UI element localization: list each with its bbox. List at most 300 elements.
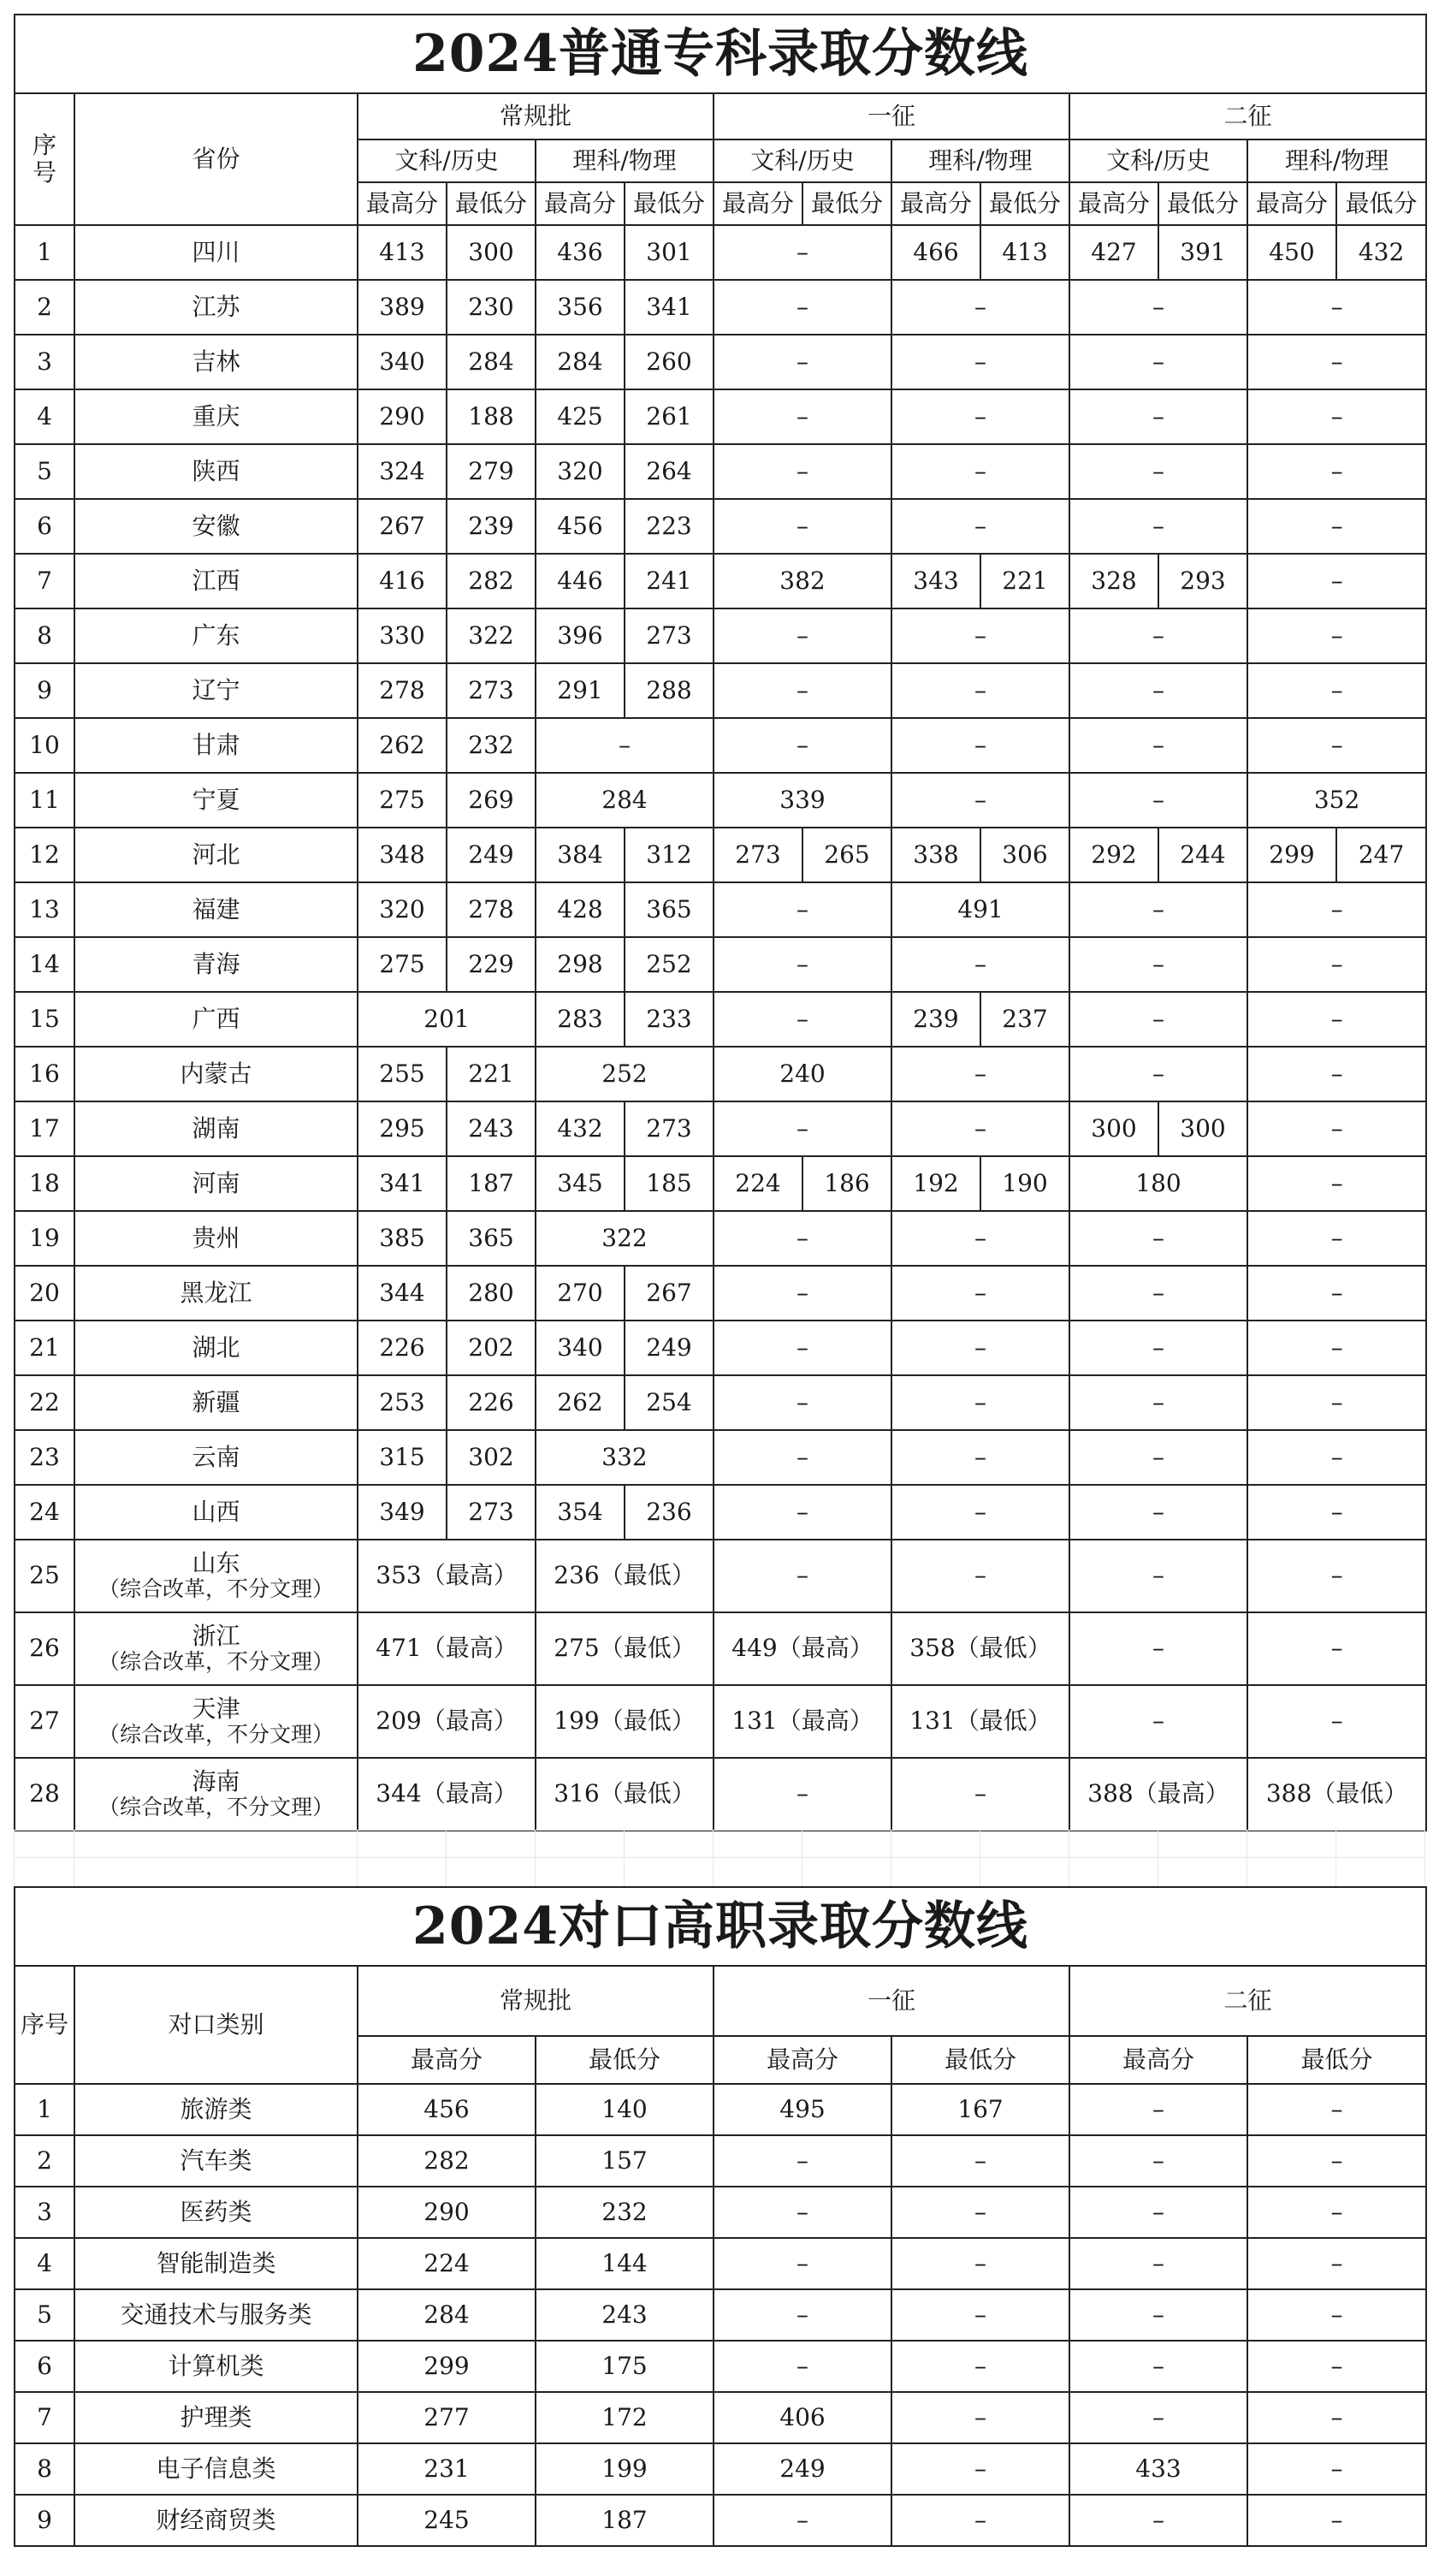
province-name — [74, 1375, 358, 1430]
score-cell: 427 — [1069, 225, 1158, 280]
table-body — [15, 225, 1426, 1831]
score-cell: – — [891, 2392, 1069, 2443]
category-name: 电子信息类 — [74, 2443, 358, 2495]
score-cell: – — [714, 1758, 891, 1831]
score-cell: – — [1247, 2238, 1426, 2289]
score-cell: – — [1247, 992, 1426, 1047]
score-cell: – — [714, 2495, 891, 2546]
row-number: 1 — [15, 225, 74, 280]
score-cell: 300 — [447, 225, 536, 280]
province-label: 海南 — [192, 1767, 240, 1796]
table-body — [15, 2084, 1426, 2546]
province-name — [74, 444, 358, 499]
score-cell: 277 — [358, 2392, 536, 2443]
province-label: 内蒙古 — [180, 1059, 252, 1088]
score-cell: – — [714, 280, 891, 335]
province-label: 江西 — [192, 566, 240, 595]
score-cell: – — [1069, 1685, 1247, 1758]
score-cell: – — [1247, 1685, 1426, 1758]
grid-line — [624, 1830, 625, 1886]
score-cell: – — [1247, 554, 1426, 608]
grid-line — [1424, 1830, 1425, 1886]
province-name — [74, 1540, 358, 1612]
row-number: 7 — [15, 554, 74, 608]
score-cell: 241 — [625, 554, 714, 608]
score-cell: – — [1247, 1156, 1426, 1211]
score-cell: 433 — [1069, 2443, 1247, 2495]
row-number: 16 — [15, 1047, 74, 1101]
score-cell: – — [714, 499, 891, 554]
score-cell: – — [1247, 1612, 1426, 1685]
table-row — [15, 2341, 1426, 2392]
header-province: 省份 — [74, 93, 358, 225]
header-min: 最低分 — [980, 182, 1069, 225]
province-label: 辽宁 — [192, 675, 240, 704]
score-cell: – — [1247, 1540, 1426, 1612]
score-cell: 279 — [447, 444, 536, 499]
score-cell: 385 — [358, 1211, 447, 1266]
score-cell: – — [891, 2289, 1069, 2341]
row-number: 24 — [15, 1485, 74, 1540]
table-row — [15, 2187, 1426, 2238]
score-cell: 340 — [536, 1321, 625, 1375]
score-cell: – — [714, 2135, 891, 2187]
province-label: 湖北 — [192, 1333, 240, 1362]
score-cell: 280 — [447, 1266, 536, 1321]
score-cell: – — [1069, 608, 1247, 663]
grid-line — [1335, 1830, 1336, 1886]
province-label: 青海 — [192, 949, 240, 978]
score-cell: – — [891, 718, 1069, 773]
header-min: 最低分 — [625, 182, 714, 225]
score-cell: 269 — [447, 773, 536, 828]
score-cell: 157 — [536, 2135, 714, 2187]
score-cell: 491 — [891, 882, 1069, 937]
score-cell: 249 — [714, 2443, 891, 2495]
score-cell: – — [714, 1101, 891, 1156]
table-row — [15, 2392, 1426, 2443]
row-number: 5 — [15, 444, 74, 499]
score-cell: – — [1069, 389, 1247, 444]
row-number: 12 — [15, 828, 74, 882]
score-cell: – — [891, 2495, 1069, 2546]
score-cell: – — [1069, 1211, 1247, 1266]
score-cell: 273 — [714, 828, 802, 882]
score-cell: 239 — [891, 992, 980, 1047]
header-max: 最高分 — [358, 2036, 536, 2084]
score-cell: 284 — [536, 773, 714, 828]
score-cell: 267 — [358, 499, 447, 554]
table-row — [15, 608, 1426, 663]
header-science: 理科/物理 — [536, 139, 714, 182]
table-row — [15, 882, 1426, 937]
score-cell: 221 — [980, 554, 1069, 608]
score-cell: – — [1247, 2084, 1426, 2135]
score-cell: – — [714, 1266, 891, 1321]
score-cell: – — [1069, 663, 1247, 718]
score-cell: – — [891, 1047, 1069, 1101]
score-cell: 320 — [536, 444, 625, 499]
score-cell: – — [1247, 335, 1426, 389]
score-cell: 284 — [447, 335, 536, 389]
score-cell: – — [891, 1211, 1069, 1266]
row-number: 20 — [15, 1266, 74, 1321]
row-number: 25 — [15, 1540, 74, 1612]
province-name — [74, 718, 358, 773]
table-row — [15, 554, 1426, 608]
table-row — [15, 828, 1426, 882]
score-cell: 202 — [447, 1321, 536, 1375]
score-cell: 340 — [358, 335, 447, 389]
header-min: 最低分 — [1158, 182, 1247, 225]
table-row — [15, 1211, 1426, 1266]
score-cell: – — [714, 882, 891, 937]
header-batch-second: 二征 — [1069, 1966, 1426, 2036]
province-note: （综合改革，不分文理） — [98, 1722, 334, 1748]
table-row — [15, 663, 1426, 718]
score-cell: 209（最高） — [358, 1685, 536, 1758]
score-cell: 187 — [447, 1156, 536, 1211]
score-table-regular — [14, 14, 1427, 1831]
score-cell: – — [891, 773, 1069, 828]
score-cell: – — [891, 499, 1069, 554]
score-cell: – — [1069, 2495, 1247, 2546]
province-label: 天津 — [192, 1695, 240, 1724]
score-cell: 167 — [891, 2084, 1069, 2135]
score-cell: – — [1247, 499, 1426, 554]
score-cell: 249 — [625, 1321, 714, 1375]
score-cell: 185 — [625, 1156, 714, 1211]
row-number: 8 — [15, 608, 74, 663]
score-cell: 344 — [358, 1266, 447, 1321]
score-cell: – — [1247, 1485, 1426, 1540]
score-cell: 240 — [714, 1047, 891, 1101]
score-cell: – — [891, 444, 1069, 499]
score-cell: 413 — [980, 225, 1069, 280]
score-cell: 231 — [358, 2443, 536, 2495]
table-row — [15, 773, 1426, 828]
score-cell: 466 — [891, 225, 980, 280]
score-cell: 406 — [714, 2392, 891, 2443]
province-name — [74, 225, 358, 280]
score-cell: 224 — [358, 2238, 536, 2289]
row-number: 26 — [15, 1612, 74, 1685]
province-label: 云南 — [192, 1442, 240, 1471]
score-cell: 254 — [625, 1375, 714, 1430]
score-cell: 262 — [358, 718, 447, 773]
header-max: 最高分 — [358, 182, 447, 225]
header-science: 理科/物理 — [891, 139, 1069, 182]
score-cell: – — [1247, 2495, 1426, 2546]
score-cell: 187 — [536, 2495, 714, 2546]
score-cell: 199 — [536, 2443, 714, 2495]
score-cell: 312 — [625, 828, 714, 882]
score-cell: 456 — [358, 2084, 536, 2135]
score-cell: 264 — [625, 444, 714, 499]
score-cell: 283 — [536, 992, 625, 1047]
score-cell: 260 — [625, 335, 714, 389]
province-name — [74, 608, 358, 663]
province-label: 广东 — [192, 620, 240, 650]
category-name: 财经商贸类 — [74, 2495, 358, 2546]
score-cell: 338 — [891, 828, 980, 882]
row-number: 19 — [15, 1211, 74, 1266]
province-name — [74, 1758, 358, 1831]
province-name — [74, 1156, 358, 1211]
table-row — [15, 389, 1426, 444]
table-row — [15, 1156, 1426, 1211]
score-cell: – — [891, 280, 1069, 335]
row-number: 10 — [15, 718, 74, 773]
score-cell: 190 — [980, 1156, 1069, 1211]
header-min: 最低分 — [1247, 2036, 1426, 2084]
score-cell: – — [1247, 937, 1426, 992]
score-cell: 273 — [625, 608, 714, 663]
score-cell: 275 — [358, 937, 447, 992]
score-cell: – — [891, 1375, 1069, 1430]
row-number: 1 — [15, 2084, 74, 2135]
table-row — [15, 1101, 1426, 1156]
header-min: 最低分 — [891, 2036, 1069, 2084]
score-cell: 343 — [891, 554, 980, 608]
score-cell: 239 — [447, 499, 536, 554]
province-name — [74, 1101, 358, 1156]
score-cell: – — [1247, 663, 1426, 718]
row-number: 13 — [15, 882, 74, 937]
score-cell: – — [1069, 1540, 1247, 1612]
score-cell: – — [1069, 335, 1247, 389]
table-row — [15, 2443, 1426, 2495]
score-cell: – — [891, 1321, 1069, 1375]
score-cell: 188 — [447, 389, 536, 444]
score-cell: 172 — [536, 2392, 714, 2443]
table-row — [15, 992, 1426, 1047]
score-cell: 316（最低） — [536, 1758, 714, 1831]
row-number: 4 — [15, 2238, 74, 2289]
province-name — [74, 1211, 358, 1266]
score-cell: 322 — [536, 1211, 714, 1266]
score-cell: 293 — [1158, 554, 1247, 608]
table-row — [15, 1430, 1426, 1485]
province-label: 黑龙江 — [180, 1278, 252, 1307]
score-cell: – — [714, 1485, 891, 1540]
score-cell: – — [1069, 773, 1247, 828]
score-cell: 288 — [625, 663, 714, 718]
score-cell: – — [1247, 2135, 1426, 2187]
score-cell: – — [714, 2289, 891, 2341]
score-cell: 291 — [536, 663, 625, 718]
score-cell: 262 — [536, 1375, 625, 1430]
score-cell: 298 — [536, 937, 625, 992]
score-cell: 273 — [447, 1485, 536, 1540]
header-batch-first: 一征 — [714, 1966, 1069, 2036]
score-cell: 232 — [447, 718, 536, 773]
score-cell: 432 — [536, 1101, 625, 1156]
score-cell: 365 — [625, 882, 714, 937]
table-title: 2024对口高职录取分数线 — [15, 1887, 1426, 1966]
score-cell: – — [1247, 1211, 1426, 1266]
table-row — [15, 1266, 1426, 1321]
score-cell: – — [714, 444, 891, 499]
province-label: 山东 — [192, 1549, 240, 1578]
category-name: 医药类 — [74, 2187, 358, 2238]
province-name — [74, 1612, 358, 1685]
score-cell: 140 — [536, 2084, 714, 2135]
score-cell: 416 — [358, 554, 447, 608]
score-cell: – — [1069, 1485, 1247, 1540]
province-name — [74, 335, 358, 389]
province-name — [74, 663, 358, 718]
score-cell: 255 — [358, 1047, 447, 1101]
header-max: 最高分 — [714, 2036, 891, 2084]
score-cell: 300 — [1158, 1101, 1247, 1156]
score-cell: – — [1247, 608, 1426, 663]
score-cell: 233 — [625, 992, 714, 1047]
score-cell: 290 — [358, 2187, 536, 2238]
province-label: 福建 — [192, 894, 240, 923]
score-cell: 396 — [536, 608, 625, 663]
header-arts: 文科/历史 — [358, 139, 536, 182]
score-cell: 229 — [447, 937, 536, 992]
province-note: （综合改革，不分文理） — [98, 1576, 334, 1602]
header-max: 最高分 — [891, 182, 980, 225]
province-label: 河南 — [192, 1168, 240, 1197]
score-cell: – — [714, 335, 891, 389]
score-cell: 192 — [891, 1156, 980, 1211]
score-cell: – — [891, 608, 1069, 663]
score-cell: 224 — [714, 1156, 802, 1211]
score-cell: 446 — [536, 554, 625, 608]
score-cell: 278 — [358, 663, 447, 718]
province-name — [74, 882, 358, 937]
score-cell: – — [891, 1540, 1069, 1612]
score-cell: 265 — [802, 828, 891, 882]
row-number: 9 — [15, 2495, 74, 2546]
score-cell: 413 — [358, 225, 447, 280]
score-cell: 456 — [536, 499, 625, 554]
header-min: 最低分 — [447, 182, 536, 225]
score-cell: 131（最高） — [714, 1685, 891, 1758]
score-cell: 284 — [536, 335, 625, 389]
row-number: 3 — [15, 2187, 74, 2238]
table-row — [15, 1375, 1426, 1430]
row-number: 5 — [15, 2289, 74, 2341]
province-name — [74, 499, 358, 554]
score-cell: 428 — [536, 882, 625, 937]
score-cell: – — [891, 937, 1069, 992]
grid-line — [357, 1830, 358, 1886]
province-label: 浙江 — [192, 1622, 240, 1651]
score-cell: 282 — [447, 554, 536, 608]
table-row — [15, 335, 1426, 389]
row-number: 23 — [15, 1430, 74, 1485]
table-row — [15, 1485, 1426, 1540]
score-cell: 328 — [1069, 554, 1158, 608]
score-cell: 322 — [447, 608, 536, 663]
score-cell: 275 — [358, 773, 447, 828]
score-cell: 292 — [1069, 828, 1158, 882]
table-row — [15, 499, 1426, 554]
province-label: 吉林 — [192, 347, 240, 376]
score-cell: – — [1247, 718, 1426, 773]
row-number: 17 — [15, 1101, 74, 1156]
header-max: 最高分 — [1247, 182, 1336, 225]
score-cell: – — [1069, 882, 1247, 937]
score-cell: 175 — [536, 2341, 714, 2392]
score-cell: 261 — [625, 389, 714, 444]
score-cell: 320 — [358, 882, 447, 937]
score-cell: 252 — [536, 1047, 714, 1101]
score-cell: 352 — [1247, 773, 1426, 828]
province-name — [74, 773, 358, 828]
score-cell: – — [1247, 2289, 1426, 2341]
score-cell: – — [891, 1430, 1069, 1485]
score-cell: 230 — [447, 280, 536, 335]
score-cell: – — [1069, 2392, 1247, 2443]
province-label: 新疆 — [192, 1387, 240, 1416]
score-cell: – — [1247, 1047, 1426, 1101]
header-min: 最低分 — [802, 182, 891, 225]
table-row — [15, 1321, 1426, 1375]
score-cell: – — [891, 335, 1069, 389]
score-cell: 236 — [625, 1485, 714, 1540]
score-cell: 223 — [625, 499, 714, 554]
row-number: 6 — [15, 499, 74, 554]
score-cell: – — [1069, 2135, 1247, 2187]
score-cell: 232 — [536, 2187, 714, 2238]
score-cell: – — [891, 2187, 1069, 2238]
category-name: 旅游类 — [74, 2084, 358, 2135]
row-number: 8 — [15, 2443, 74, 2495]
score-cell: – — [714, 1430, 891, 1485]
row-number: 9 — [15, 663, 74, 718]
category-name: 计算机类 — [74, 2341, 358, 2392]
score-cell: 273 — [625, 1101, 714, 1156]
score-cell: 270 — [536, 1266, 625, 1321]
score-cell: 344（最高） — [358, 1758, 536, 1831]
score-cell: – — [714, 225, 891, 280]
header-arts: 文科/历史 — [1069, 139, 1247, 182]
score-cell: 267 — [625, 1266, 714, 1321]
score-cell: – — [1247, 444, 1426, 499]
score-cell: – — [1069, 2187, 1247, 2238]
grid-line — [446, 1830, 447, 1886]
header-max: 最高分 — [1069, 2036, 1247, 2084]
score-cell: 432 — [1336, 225, 1426, 280]
score-cell: 252 — [625, 937, 714, 992]
score-cell: 243 — [447, 1101, 536, 1156]
score-cell: 389 — [358, 280, 447, 335]
score-cell: – — [714, 389, 891, 444]
row-number: 15 — [15, 992, 74, 1047]
score-cell: – — [1069, 280, 1247, 335]
score-cell: – — [714, 2187, 891, 2238]
score-cell: – — [714, 1321, 891, 1375]
score-cell: – — [1247, 2187, 1426, 2238]
table-title: 2024普通专科录取分数线 — [15, 15, 1426, 93]
province-label: 山西 — [192, 1497, 240, 1526]
score-cell: 244 — [1158, 828, 1247, 882]
score-cell: 199（最低） — [536, 1685, 714, 1758]
score-cell: – — [891, 1758, 1069, 1831]
score-cell: – — [891, 389, 1069, 444]
province-name — [74, 554, 358, 608]
score-cell: – — [891, 2238, 1069, 2289]
score-cell: 253 — [358, 1375, 447, 1430]
row-number: 2 — [15, 2135, 74, 2187]
province-label: 甘肃 — [192, 730, 240, 759]
province-label: 贵州 — [192, 1223, 240, 1252]
